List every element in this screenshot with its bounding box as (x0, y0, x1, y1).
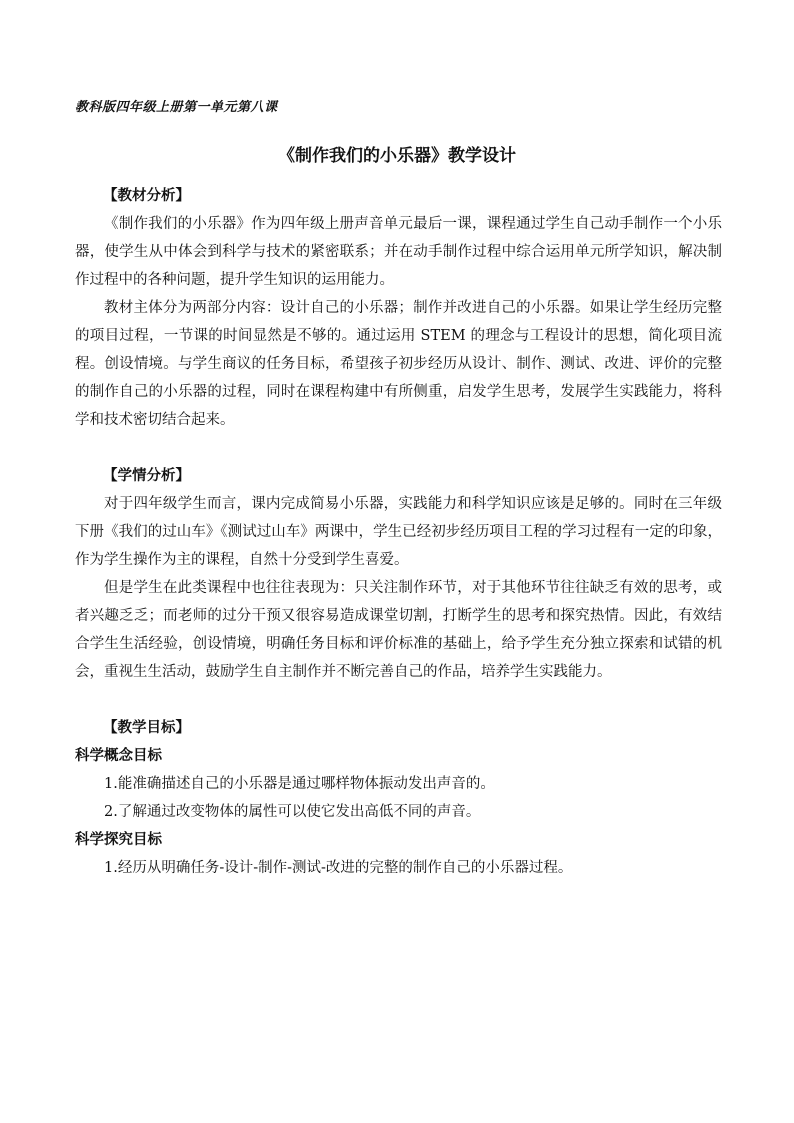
section-heading-goals: 【教学目标】 (103, 719, 190, 736)
list-item: 2.了解通过改变物体的属性可以使它发出高低不同的声音。 (104, 804, 481, 820)
section-heading-material: 【教材分析】 (103, 187, 190, 204)
paragraph: 但是学生在此类课程中也往往表现为：只关注制作环节，对于其他环节往往缺乏有效的思考，或者兴趣乏乏；而老师的过分干预又很容易造成课堂切割，打断学生的思考和探究热情。因此，有效结合学生生活经验，创设情境，明确任务目标和评价标准的基础上，给予学生充分独立探索和试错的机会，重视生生活动，鼓励学生自主制作并不断完善自己的作品，培养学生实践能力。 (75, 580, 722, 680)
subheading-concept-goals: 科学概念目标 (75, 747, 162, 764)
document-body (75, 182, 722, 882)
paragraph: 教材主体分为两部分内容：设计自己的小乐器；制作并改进自己的小乐器。如果让学生经历完整的项目过程，一节课的时间显然是不够的。通过运用 STEM 的理念与工程设计的思想，简化项目流程。创设情境。与学生商议的任务目标，希望孩子初步经历从设计、制作、测试、改进、评价的完整的制作自己的小乐器的过程，同时在课程构建中有所侧重，启发学生思考，发展学生实践能力，将科学和技术密切结合起来。 (75, 300, 722, 428)
document-title: 《制作我们的小乐器》教学设计 (278, 146, 516, 166)
paragraph: 对于四年级学生而言，课内完成简易小乐器，实践能力和科学知识应该是足够的。同时在三年级下册《我们的过山车》《测试过山车》两课中，学生已经初步经历项目工程的学习过程有一定的印象，作为学生操作为主的课程，自然十分受到学生喜爱。 (75, 496, 722, 568)
subheading-inquiry-goals: 科学探究目标 (75, 831, 162, 848)
section-heading-students: 【学情分析】 (103, 467, 190, 484)
spacer (75, 686, 722, 714)
header-note: 教科版四年级上册第一单元第八课 (75, 100, 278, 115)
list-item: 1.经历从明确任务-设计-制作-测试-改进的完整的制作自己的小乐器过程。 (104, 860, 573, 876)
spacer (75, 434, 722, 462)
paragraph: 《制作我们的小乐器》作为四年级上册声音单元最后一课，课程通过学生自己动手制作一个小乐器，使学生从中体会到科学与技术的紧密联系；并在动手制作过程中综合运用单元所学知识，解决制作过程中的各种问题，提升学生知识的运用能力。 (75, 216, 722, 288)
list-item: 1.能准确描述自己的小乐器是通过哪样物体振动发出声音的。 (104, 776, 495, 792)
